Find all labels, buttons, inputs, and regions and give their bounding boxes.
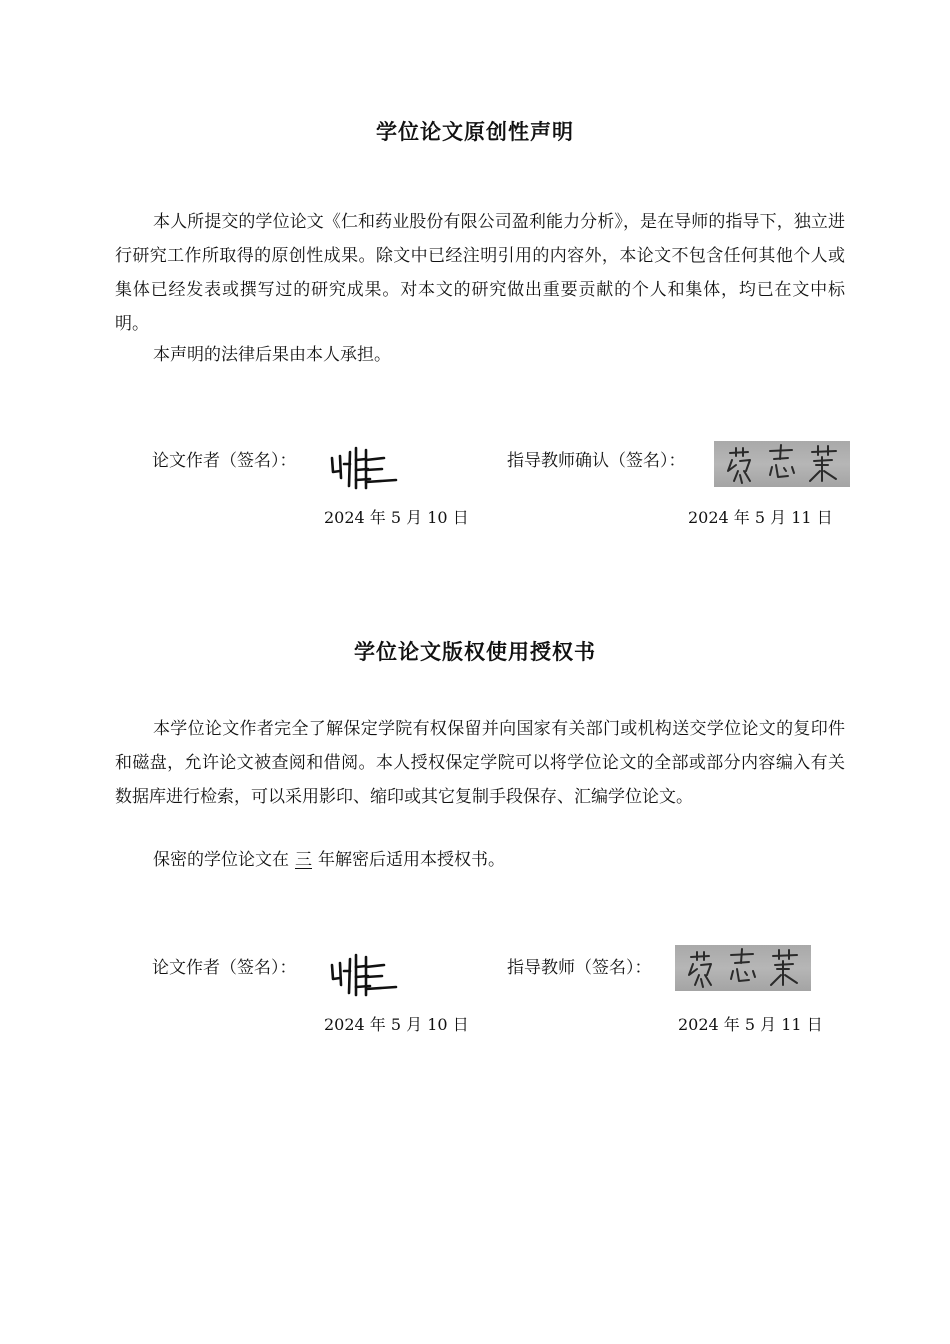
declaration-advisor-date: 2024 年 5 月 11 日 bbox=[688, 508, 833, 527]
declaration-author-date: 2024 年 5 月 10 日 bbox=[324, 508, 469, 527]
authorization-title: 学位论文版权使用授权书 bbox=[354, 640, 596, 664]
authorization-author-signature-image bbox=[326, 945, 400, 1001]
author-signature-graphic bbox=[326, 438, 400, 494]
declaration-liability-paragraph: 本声明的法律后果由本人承担。 bbox=[153, 345, 391, 365]
authorization-author-date: 2024 年 5 月 10 日 bbox=[324, 1015, 469, 1034]
declaration-author-signature-image bbox=[326, 438, 400, 494]
declaration-title: 学位论文原创性声明 bbox=[376, 120, 574, 144]
authorization-advisor-signature-image bbox=[675, 945, 811, 991]
declaration-author-label: 论文作者（签名）： bbox=[152, 451, 297, 471]
confidentiality-text-after: 年解密后适用本授权书。 bbox=[318, 850, 505, 870]
declaration-advisor-signature-image bbox=[714, 441, 850, 487]
authorization-advisor-label: 指导教师（签名）： bbox=[507, 958, 652, 978]
authorization-paragraph: 本学位论文作者完全了解保定学院有权保留并向国家有关部门或机构送交学位论文的复印件和磁盘，允许论文被查阅和借阅。本人授权保定学院可以将学位论文的全部或部分内容编入有关数据库进行检索，可以采用影印、缩印或其它复制手段保存、汇编学位论文。 bbox=[115, 719, 845, 807]
advisor-signature-graphic bbox=[714, 441, 850, 487]
advisor-signature-graphic bbox=[675, 945, 811, 991]
declaration-paragraph: 本人所提交的学位论文《仁和药业股份有限公司盈利能力分析》，是在导师的指导下，独立进行研究工作所取得的原创性成果。除文中已经注明引用的内容外，本论文不包含任何其他个人或集体已经发表或撰写过的研究成果。对本文的研究做出重要贡献的个人和集体，均已在文中标明。 bbox=[115, 212, 845, 334]
declaration-advisor-label: 指导教师确认（签名）： bbox=[507, 451, 686, 471]
authorization-advisor-date: 2024 年 5 月 11 日 bbox=[678, 1015, 823, 1034]
authorization-author-label: 论文作者（签名）： bbox=[152, 958, 297, 978]
confidentiality-paragraph bbox=[115, 843, 845, 877]
author-signature-graphic bbox=[326, 945, 400, 1001]
confidentiality-text-before: 保密的学位论文在 bbox=[153, 850, 289, 870]
confidentiality-years: 三 bbox=[295, 850, 312, 870]
